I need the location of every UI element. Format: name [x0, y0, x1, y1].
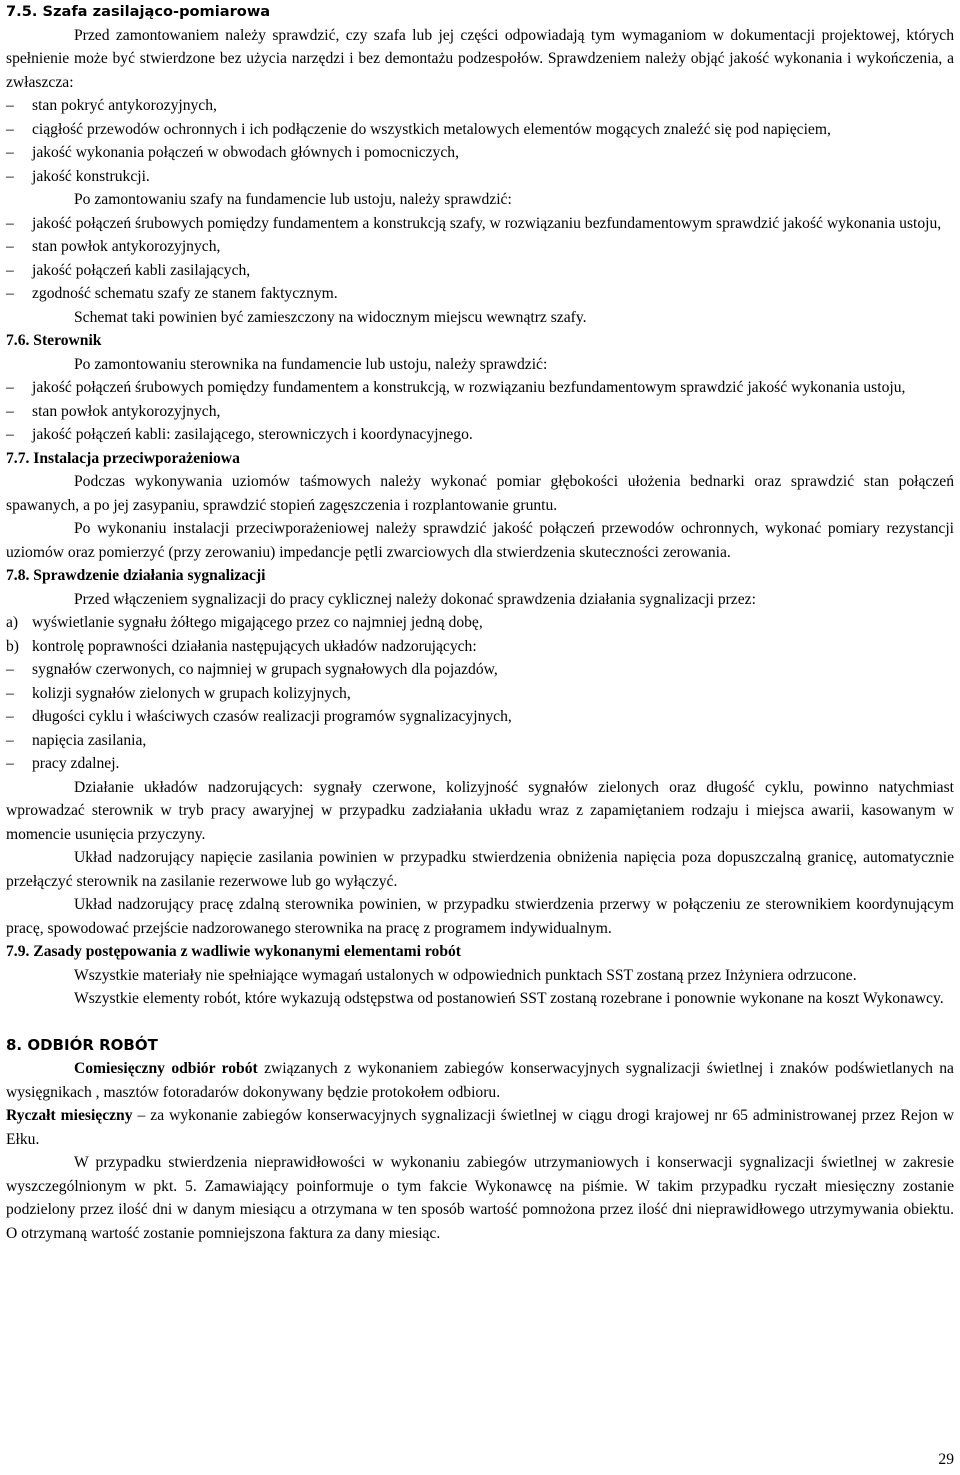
list-item: – jakość połączeń śrubowych pomiędzy fundamentem a konstrukcją, w rozwiązaniu bezfundamentowym sprawdzić jakość wykonania ustoju, — [6, 376, 954, 400]
paragraph: Przed włączeniem sygnalizacji do pracy cyklicznej należy dokonać sprawdzenia działania sygnalizacji przez: — [74, 590, 756, 608]
section-heading-7-5: 7.5. Szafa zasilająco-pomiarowa — [6, 3, 271, 20]
list-item: – zgodność schematu szafy ze stanem faktycznym. — [6, 282, 954, 306]
section-heading-7-6: 7.6. Sterownik — [6, 332, 102, 349]
list-item: – kolizji sygnałów zielonych w grupach kolizyjnych, — [6, 682, 954, 706]
list-item: – stan pokryć antykorozyjnych, — [6, 94, 954, 118]
list-item: – napięcia zasilania, — [6, 729, 954, 753]
paragraph: Schemat taki powinien być zamieszczony na widocznym miejscu wewnątrz szafy. — [74, 308, 587, 326]
list-item: – jakość połączeń kabli zasilających, — [6, 259, 954, 283]
paragraph: Wszystkie materiały nie spełniające wymagań ustalonych w odpowiednich punktach SST zostaną przez Inżyniera odrzucone. — [74, 966, 857, 984]
list-item: – sygnałów czerwonych, co najmniej w grupach sygnałowych dla pojazdów, — [6, 658, 954, 682]
paragraph: W przypadku stwierdzenia nieprawidłowości w wykonaniu zabiegów utrzymaniowych i konserwacji sygnalizacji świetlnej w zakresie wyszczególnionym w pkt. 5. Zamawiający poinformuje o tym fakcie Wykonawcę na piśmie. W takim przypadku ryczałt miesięczny zostanie podzielony przez ilość dni w danym miesiącu a otrzymana w ten sposób wartość pomnożona przez ilość dni nieprawidłowego utrzymywania obiektu. O otrzymaną wartość zostanie pomniejszona faktura za dany miesiąc. — [6, 1154, 954, 1242]
list-item: – ciągłość przewodów ochronnych i ich podłączenie do wszystkich metalowych elementów mogących znaleźć się pod napięciem, — [6, 118, 954, 142]
section-heading-7-8: 7.8. Sprawdzenie działania sygnalizacji — [6, 567, 266, 584]
list-item-a — [6, 611, 954, 635]
paragraph: Po wykonaniu instalacji przeciwporażeniowej należy sprawdzić jakość połączeń przewodów ochronnych, wykonać pomiary rezystancji uziomów oraz pomierzyć (przy zerowaniu) impedancje pętli zwarciowych dla stwierdzenia skuteczności zerowania. — [6, 520, 954, 561]
list-item: – stan powłok antykorozyjnych, — [6, 235, 954, 259]
list-item-b — [6, 635, 954, 659]
paragraph: Podczas wykonywania uziomów taśmowych należy wykonać pomiar głębokości ułożenia bednarki oraz sprawdzić stan połączeń spawanych, a po jej zasypaniu, sprawdzić stopień zagęszczenia i rozplantowanie gruntu. — [6, 473, 954, 514]
list-item: – jakość wykonania połączeń w obwodach głównych i pomocniczych, — [6, 141, 954, 165]
paragraph — [6, 1104, 954, 1151]
list-item-text: wyświetlanie sygnału żółtego migającego przez co najmniej jedną dobę, — [32, 614, 483, 631]
section-heading-7-7: 7.7. Instalacja przeciwporażeniowa — [6, 449, 240, 467]
section-heading-8: 8. ODBIÓR ROBÓT — [6, 1035, 158, 1054]
paragraph: Układ nadzorujący pracę zdalną sterownika powinien, w przypadku stwierdzenia przerwy w połączeniu ze sterownikiem koordynującym pracę, spowodować przejście nadzorowanego sterownika na pracę z programem indywidualnym. — [6, 896, 954, 937]
list-item: – długości cyklu i właściwych czasów realizacji programów sygnalizacyjnych, — [6, 705, 954, 729]
list-marker: a) — [6, 614, 19, 631]
paragraph: Wszystkie elementy robót, które wykazują odstępstwa od postanowień SST zostaną rozebrane i ponownie wykonane na koszt Wykonawcy. — [74, 990, 944, 1007]
list-item: – stan powłok antykorozyjnych, — [6, 400, 954, 424]
paragraph-text: związanych z wykonaniem zabiegów konserwacyjnych sygnalizacji świetlnej i znaków podświetlanych na wysięgnikach , masztów fotoradarów dokonywany będzie protokołem odbioru. — [6, 1060, 954, 1101]
list-item: – jakość konstrukcji. — [6, 165, 954, 189]
list-item: – pracy zdalnej. — [6, 752, 954, 776]
document-page — [6, 0, 954, 1245]
paragraph: Układ nadzorujący napięcie zasilania powinien w przypadku stwierdzenia obniżenia napięcia poza dopuszczalną granicę, automatycznie przełączyć sterownik na zasilanie rezerwowe lub go wyłączyć. — [6, 849, 954, 890]
paragraph — [6, 1057, 954, 1104]
list-item: – jakość połączeń śrubowych pomiędzy fundamentem a konstrukcją szafy, w rozwiązaniu bezfundamentowym sprawdzić jakość wykonania ustoju, — [6, 212, 954, 236]
list-item: – jakość połączeń kabli: zasilającego, sterowniczych i koordynacyjnego. — [6, 423, 954, 447]
paragraph-text: – za wykonanie zabiegów konserwacyjnych sygnalizacji świetlnej w ciągu drogi krajowej nr 65 administrowanej przez Rejon w Ełku. — [6, 1107, 954, 1148]
bold-term: Ryczałt miesięczny — [6, 1107, 133, 1124]
list-item-text: kontrolę poprawności działania następujących układów nadzorujących: — [32, 637, 477, 655]
page-number: 29 — [938, 1450, 954, 1468]
paragraph: Po zamontowaniu szafy na fundamencie lub ustoju, należy sprawdzić: — [74, 191, 512, 208]
paragraph: Działanie układów nadzorujących: sygnały czerwone, kolizyjność sygnałów zielonych oraz długość cyklu, powinno natychmiast wprowadzać sterownik w tryb pracy awaryjnej w przypadku zadziałania układu wraz z zapamiętaniem rodzaju i miejsca awarii, kasowanym w momencie usunięcia przyczyny. — [6, 778, 954, 843]
paragraph: Po zamontowaniu sterownika na fundamencie lub ustoju, należy sprawdzić: — [74, 355, 548, 373]
list-marker: b) — [6, 637, 19, 655]
bold-term: Comiesięczny odbiór robót — [74, 1060, 258, 1077]
paragraph: Przed zamontowaniem należy sprawdzić, czy szafa lub jej części odpowiadają tym wymaganiom w dokumentacji projektowej, których spełnienie może być stwierdzone bez użycia narzędzi i bez demontażu podzespołów. Sprawdzeniem należy objąć jakość wykonania i wykończenia, a zwłaszcza: — [6, 26, 954, 91]
section-heading-7-9: 7.9. Zasady postępowania z wadliwie wykonanymi elementami robót — [6, 943, 461, 960]
